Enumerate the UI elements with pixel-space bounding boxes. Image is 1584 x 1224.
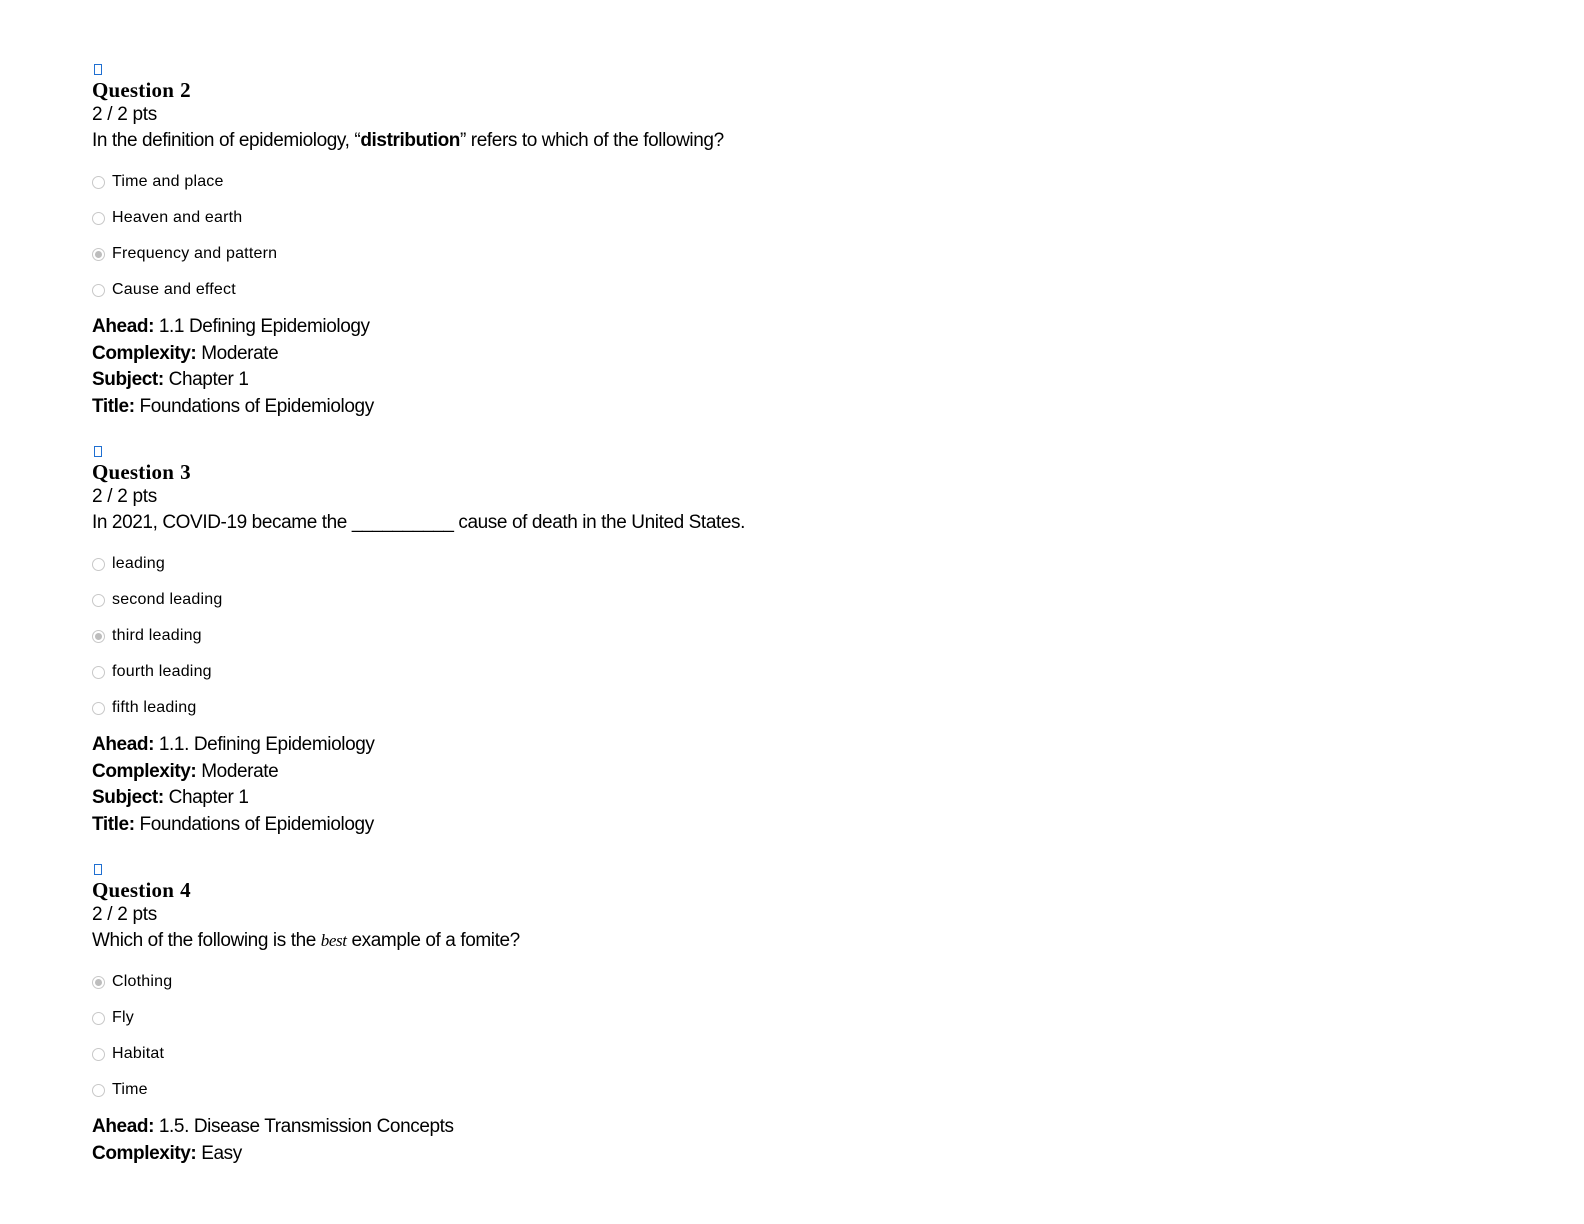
meta-row: Ahead: 1.5. Disease Transmission Concepts	[92, 1116, 454, 1137]
answer-list	[92, 964, 1292, 1108]
question-title: Question 2	[92, 78, 191, 102]
question-block	[92, 446, 1292, 838]
flag-icon[interactable]	[94, 446, 102, 457]
meta-row: Complexity: Easy	[92, 1142, 242, 1164]
meta-row: Complexity: Moderate	[92, 342, 279, 364]
radio-icon[interactable]	[92, 976, 105, 989]
answer-option[interactable]: Time and place	[92, 164, 1292, 200]
question-points: 2 / 2 pts	[92, 904, 157, 925]
radio-icon[interactable]	[92, 666, 105, 679]
radio-icon[interactable]	[92, 630, 105, 643]
question-meta	[92, 314, 1292, 420]
question-block	[92, 64, 1292, 420]
radio-icon[interactable]	[92, 284, 105, 297]
meta-row: Subject: Chapter 1	[92, 369, 249, 390]
quiz-results	[92, 64, 1292, 1167]
radio-icon[interactable]	[92, 212, 105, 225]
question-points: 2 / 2 pts	[92, 104, 157, 125]
question-text: Which of the following is the best example of a fomite?	[92, 930, 520, 951]
question-meta	[92, 732, 1292, 838]
answer-option[interactable]: fourth leading	[92, 654, 1292, 690]
radio-icon[interactable]	[92, 248, 105, 261]
meta-row: Ahead: 1.1 Defining Epidemiology	[92, 316, 370, 337]
radio-icon[interactable]	[92, 1012, 105, 1025]
question-meta	[92, 1114, 1292, 1167]
answer-option[interactable]: second leading	[92, 582, 1292, 618]
radio-icon[interactable]	[92, 558, 105, 571]
answer-option[interactable]: third leading	[92, 618, 1292, 654]
question-text: In 2021, COVID-19 became the __________ cause of death in the United States.	[92, 512, 746, 533]
flag-icon[interactable]	[94, 64, 102, 75]
answer-option[interactable]: Fly	[92, 1000, 1292, 1036]
question-points: 2 / 2 pts	[92, 486, 157, 507]
radio-icon[interactable]	[92, 1084, 105, 1097]
meta-row: Title: Foundations of Epidemiology	[92, 813, 374, 835]
answer-list	[92, 164, 1292, 308]
flag-icon[interactable]	[94, 864, 102, 875]
answer-option[interactable]: Heaven and earth	[92, 200, 1292, 236]
answer-option[interactable]: Habitat	[92, 1036, 1292, 1072]
answer-option[interactable]: Frequency and pattern	[92, 236, 1292, 272]
meta-row: Ahead: 1.1. Defining Epidemiology	[92, 734, 375, 755]
radio-icon[interactable]	[92, 176, 105, 189]
answer-option[interactable]: leading	[92, 546, 1292, 582]
answer-option[interactable]: fifth leading	[92, 690, 1292, 726]
question-text: In the definition of epidemiology, “distribution” refers to which of the following?	[92, 130, 724, 151]
radio-icon[interactable]	[92, 594, 105, 607]
radio-icon[interactable]	[92, 702, 105, 715]
question-block	[92, 864, 1292, 1167]
question-title: Question 4	[92, 878, 191, 902]
question-title: Question 3	[92, 460, 191, 484]
answer-option[interactable]: Time	[92, 1072, 1292, 1108]
answer-list	[92, 546, 1292, 726]
radio-icon[interactable]	[92, 1048, 105, 1061]
meta-row: Title: Foundations of Epidemiology	[92, 395, 374, 417]
meta-row: Subject: Chapter 1	[92, 787, 249, 808]
answer-option[interactable]: Clothing	[92, 964, 1292, 1000]
answer-option[interactable]: Cause and effect	[92, 272, 1292, 308]
meta-row: Complexity: Moderate	[92, 760, 279, 782]
